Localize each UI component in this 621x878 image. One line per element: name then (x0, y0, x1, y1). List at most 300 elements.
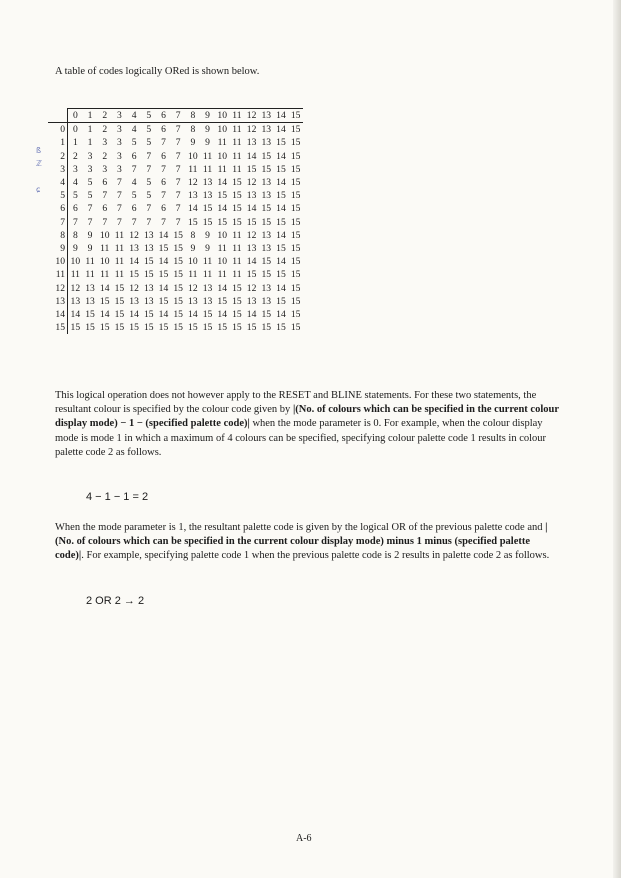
table-cell: 11 (232, 229, 242, 241)
table-cell: 11 (188, 269, 198, 281)
table-row (48, 123, 303, 137)
table-row (48, 308, 303, 321)
paragraph-text: When the mode parameter is 1, the resultant palette code is given by the logical OR of the previous palette code and (55, 522, 546, 533)
table-cell: 2 (72, 150, 78, 162)
table-cell: 15 (276, 243, 286, 255)
table-cell: 15 (217, 295, 228, 307)
table-cell: 15 (143, 309, 154, 321)
table-cell: 14 (158, 309, 169, 321)
row-header: 10 (48, 255, 68, 268)
table-cell: 5 (146, 177, 152, 189)
paragraph-text: This logical operation does not however apply to the RESET and BLINE statements. For these two statements, the resultant colour is specified by the colour code given by (55, 390, 537, 416)
paragraph-mode-1 (55, 521, 560, 564)
table-cell: 15 (143, 322, 154, 334)
table-cell: 15 (246, 163, 257, 175)
table-cell: 6 (161, 177, 166, 189)
table-cell: 7 (161, 163, 166, 175)
table-cell: 7 (175, 203, 181, 215)
table-cell: 9 (87, 243, 93, 255)
table-cell: 11 (232, 124, 242, 136)
table-cell: 2 (102, 124, 108, 136)
row-header: 1 (48, 136, 68, 149)
table-cell: 11 (217, 137, 227, 149)
table-cell: 15 (290, 256, 301, 268)
table-cell: 13 (143, 282, 154, 294)
table-cell: 15 (290, 177, 301, 189)
table-cell: 7 (87, 216, 93, 228)
table-cell: 13 (129, 295, 139, 307)
table-cell: 15 (290, 137, 301, 149)
table-row (48, 282, 303, 295)
table-cell: 11 (232, 150, 242, 162)
table-cell: 15 (114, 309, 125, 321)
column-header: 9 (200, 109, 215, 123)
table-cell: 15 (85, 309, 95, 321)
table-cell: 15 (173, 309, 183, 321)
table-cell: 15 (158, 295, 169, 307)
table-cell: 15 (85, 322, 95, 334)
row-header: 5 (48, 189, 68, 202)
handwritten-annotation: ℤ (36, 159, 42, 168)
table-cell: 14 (246, 256, 257, 268)
table-cell: 15 (129, 322, 139, 334)
table-cell: 7 (87, 203, 93, 215)
table-cell: 11 (202, 256, 213, 268)
table-cell: 10 (217, 229, 228, 241)
table-cell: 10 (217, 150, 228, 162)
table-cell: 3 (72, 163, 78, 175)
handwritten-annotation: ß (36, 146, 42, 155)
table-cell: 11 (114, 229, 125, 241)
table-cell: 15 (114, 282, 125, 294)
table-cell: 14 (246, 150, 257, 162)
table-cell: 4 (131, 124, 137, 136)
table-cell: 14 (188, 203, 198, 215)
table-cell: 11 (114, 269, 125, 281)
table-cell: 13 (202, 295, 213, 307)
intro-text: A table of codes logically ORed is shown below. (55, 66, 260, 77)
table-cell: 6 (161, 150, 166, 162)
table-cell: 7 (175, 124, 181, 136)
table-cell: 10 (217, 256, 228, 268)
table-cell: 7 (131, 216, 137, 228)
table-cell: 11 (232, 256, 242, 268)
table-cell: 15 (232, 322, 242, 334)
table-cell: 13 (85, 282, 95, 294)
table-cell: 11 (100, 269, 110, 281)
table-cell: 13 (261, 229, 272, 241)
handwritten-annotation: ɕ (36, 185, 41, 194)
table-cell: 14 (158, 256, 169, 268)
table-cell: 7 (175, 216, 181, 228)
column-header: 7 (171, 109, 186, 123)
table-cell: 15 (276, 216, 286, 228)
row-header: 0 (48, 123, 68, 137)
table-cell: 15 (261, 163, 272, 175)
table-cell: 15 (232, 190, 242, 202)
table-cell: 7 (175, 177, 181, 189)
table-cell: 14 (217, 203, 228, 215)
table-cell: 4 (72, 177, 78, 189)
table-cell: 15 (99, 322, 110, 334)
formula-mode-1: 2 OR 2 → 2 (86, 595, 145, 607)
table-cell: 12 (188, 282, 198, 294)
table-cell: 12 (246, 229, 257, 241)
table-cell: 14 (129, 309, 139, 321)
page-edge-shadow (613, 0, 621, 878)
table-cell: 15 (217, 216, 228, 228)
paragraph-emphasis: |(No. of colours which can be specified in the current colour display mode) minus 1 minus (specified palette code)| (55, 522, 548, 562)
table-cell: 6 (161, 203, 166, 215)
table-cell: 10 (70, 256, 81, 268)
table-cell: 6 (131, 203, 137, 215)
table-cell: 14 (217, 177, 228, 189)
page-number: A-6 (296, 833, 312, 844)
table-cell: 13 (261, 190, 272, 202)
table-cell: 6 (72, 203, 78, 215)
table-cell: 13 (261, 282, 272, 294)
table-cell: 15 (173, 295, 183, 307)
table-cell: 11 (188, 163, 198, 175)
table-cell: 15 (202, 216, 213, 228)
row-header: 15 (48, 321, 68, 334)
table-cell: 14 (246, 203, 257, 215)
table-cell: 7 (146, 203, 152, 215)
table-cell: 15 (290, 322, 301, 334)
table-cell: 7 (117, 216, 122, 228)
table-cell: 12 (70, 282, 81, 294)
table-cell: 14 (158, 282, 169, 294)
table-cell: 7 (175, 190, 181, 202)
table-cell: 13 (261, 124, 272, 136)
table-cell: 10 (99, 256, 110, 268)
row-header: 6 (48, 202, 68, 215)
table-cell: 9 (205, 229, 210, 241)
table-cell: 5 (146, 137, 152, 149)
paragraph-reset-bline (55, 389, 560, 460)
table-cell: 13 (261, 137, 272, 149)
or-code-table (48, 108, 303, 334)
table-cell: 15 (232, 216, 242, 228)
table-cell: 15 (232, 203, 242, 215)
table-cell: 8 (190, 124, 196, 136)
table-cell: 10 (188, 256, 198, 268)
table-cell: 7 (117, 203, 122, 215)
table-cell: 9 (205, 124, 210, 136)
table-cell: 13 (143, 243, 154, 255)
table-cell: 7 (175, 163, 181, 175)
table-cell: 6 (131, 150, 137, 162)
table-cell: 11 (232, 137, 242, 149)
table-cell: 15 (290, 295, 301, 307)
table-cell: 15 (202, 322, 213, 334)
table-row (48, 189, 303, 202)
table-cell: 15 (232, 309, 242, 321)
table-cell: 14 (70, 309, 81, 321)
table-row (48, 136, 303, 149)
table-cell: 13 (129, 243, 139, 255)
column-header: 14 (274, 109, 289, 123)
table-cell: 15 (114, 322, 125, 334)
table-cell: 12 (246, 282, 257, 294)
table-cell: 15 (158, 269, 169, 281)
table-cell: 15 (261, 216, 272, 228)
table-row (48, 202, 303, 215)
table-cell: 13 (246, 190, 257, 202)
table-cell: 15 (290, 124, 301, 136)
table-cell: 9 (190, 243, 196, 255)
table-cell: 15 (70, 322, 81, 334)
table-cell: 7 (175, 150, 181, 162)
table-cell: 3 (102, 163, 108, 175)
column-header: 3 (112, 109, 127, 123)
table-cell: 10 (188, 150, 198, 162)
table-cell: 7 (161, 216, 166, 228)
table-cell: 5 (131, 190, 137, 202)
table-cell: 13 (143, 229, 154, 241)
table-cell: 15 (276, 137, 286, 149)
table-cell: 13 (202, 190, 213, 202)
table-cell: 15 (290, 243, 301, 255)
table-cell: 3 (117, 137, 122, 149)
table-cell: 9 (87, 229, 93, 241)
table-cell: 7 (161, 137, 166, 149)
table-cell: 15 (158, 243, 169, 255)
table-cell: 15 (158, 322, 169, 334)
table-cell: 15 (276, 190, 286, 202)
table-cell: 15 (290, 150, 301, 162)
table-cell: 7 (146, 163, 152, 175)
table-cell: 5 (146, 124, 152, 136)
table-cell: 14 (99, 282, 110, 294)
table-cell: 4 (131, 177, 137, 189)
column-header: 13 (259, 109, 274, 123)
table-cell: 3 (102, 137, 108, 149)
paragraph-text: when the mode parameter is 0. For example, when the colour display mode is mode 1 in which a maximum of 4 colours can be specified, specifying colour palette code 1 results in colour palette code 2 as follows. (55, 418, 547, 458)
table-cell: 9 (72, 243, 78, 255)
table-cell: 11 (100, 243, 110, 255)
table-row (48, 176, 303, 189)
table-cell: 15 (202, 309, 213, 321)
table-cell: 15 (276, 295, 286, 307)
table-cell: 15 (261, 256, 272, 268)
table-cell: 3 (117, 163, 122, 175)
table-cell: 11 (217, 163, 227, 175)
table-cell: 15 (276, 322, 286, 334)
row-header: 14 (48, 308, 68, 321)
table-cell: 13 (143, 295, 154, 307)
table-cell: 15 (217, 190, 228, 202)
table-cell: 0 (72, 124, 78, 136)
table-row (48, 163, 303, 176)
table-cell: 14 (276, 309, 286, 321)
table-cell: 14 (276, 229, 286, 241)
table-cell: 15 (99, 295, 110, 307)
table-cell: 11 (70, 269, 80, 281)
row-header: 7 (48, 216, 68, 229)
table-cell: 11 (85, 256, 95, 268)
table-row (48, 255, 303, 268)
row-header: 11 (48, 268, 68, 281)
table-cell: 13 (261, 177, 272, 189)
row-header: 12 (48, 282, 68, 295)
table-cell: 15 (276, 163, 286, 175)
table-cell: 14 (276, 177, 286, 189)
table-cell: 11 (202, 163, 213, 175)
table-cell: 14 (129, 256, 139, 268)
table-cell: 8 (190, 229, 196, 241)
table-cell: 10 (217, 124, 228, 136)
column-header: 0 (68, 109, 83, 123)
table-cell: 5 (87, 177, 93, 189)
table-cell: 2 (102, 150, 108, 162)
table-cell: 7 (131, 163, 137, 175)
table-row (48, 321, 303, 334)
table-cell: 11 (232, 243, 242, 255)
table-cell: 11 (217, 269, 227, 281)
column-header: 5 (141, 109, 156, 123)
table-cell: 15 (290, 190, 301, 202)
column-header: 15 (288, 109, 303, 123)
table-cell: 12 (129, 229, 139, 241)
paragraph-text: . For example, specifying palette code 1 when the previous palette code is 2 results in palette code 2 as follows. (81, 550, 550, 562)
column-header: 1 (83, 109, 98, 123)
column-header: 12 (244, 109, 259, 123)
table-cell: 13 (261, 295, 272, 307)
table-cell: 14 (188, 309, 198, 321)
table-cell: 15 (129, 269, 139, 281)
table-cell: 15 (246, 322, 257, 334)
table-cell: 14 (276, 124, 286, 136)
table-cell: 9 (205, 137, 210, 149)
table-cell: 7 (102, 216, 108, 228)
table-cell: 13 (188, 295, 198, 307)
table-cell: 15 (143, 256, 154, 268)
table-row (48, 242, 303, 255)
table-cell: 3 (117, 150, 122, 162)
row-header: 3 (48, 163, 68, 176)
column-header: 4 (127, 109, 142, 123)
table-cell: 11 (217, 243, 227, 255)
table-cell: 15 (290, 216, 301, 228)
table-cell: 15 (114, 295, 125, 307)
table-cell: 7 (161, 190, 166, 202)
table-row (48, 229, 303, 242)
table-cell: 15 (217, 322, 228, 334)
table-cell: 15 (290, 203, 301, 215)
table-cell: 14 (276, 256, 286, 268)
table-cell: 15 (173, 269, 183, 281)
table-cell: 15 (173, 243, 183, 255)
table-cell: 7 (146, 216, 152, 228)
table-cell: 11 (232, 269, 242, 281)
column-header: 2 (97, 109, 112, 123)
table-header-row (48, 109, 303, 123)
table-cell: 10 (99, 229, 110, 241)
table-cell: 11 (114, 243, 125, 255)
table-cell: 13 (261, 243, 272, 255)
table-cell: 13 (202, 282, 213, 294)
table-cell: 13 (246, 243, 257, 255)
table-cell: 13 (85, 295, 95, 307)
table-cell: 13 (202, 177, 213, 189)
table-cell: 12 (246, 124, 257, 136)
table-row (48, 268, 303, 281)
table-cell: 9 (190, 137, 196, 149)
table-row (48, 150, 303, 163)
table-cell: 15 (143, 269, 154, 281)
table-cell: 11 (202, 269, 213, 281)
table-cell: 15 (173, 229, 183, 241)
table-cell: 14 (276, 282, 286, 294)
table-cell: 15 (202, 203, 213, 215)
table-cell: 5 (146, 190, 152, 202)
table-cell: 14 (246, 309, 257, 321)
table-cell: 15 (173, 282, 183, 294)
table-cell: 5 (131, 137, 137, 149)
table-cell: 3 (87, 150, 93, 162)
table-cell: 7 (117, 190, 122, 202)
row-header: 8 (48, 229, 68, 242)
table-cell: 3 (117, 124, 122, 136)
table-cell: 15 (290, 163, 301, 175)
table-cell: 13 (246, 137, 257, 149)
table-cell: 14 (217, 282, 228, 294)
table-cell: 14 (158, 229, 169, 241)
table-cell: 5 (87, 190, 93, 202)
table-cell: 15 (188, 322, 198, 334)
table-cell: 15 (261, 309, 272, 321)
table-cell: 14 (99, 309, 110, 321)
table-row (48, 216, 303, 229)
table-cell: 3 (87, 163, 93, 175)
table-cell: 15 (246, 216, 257, 228)
table-cell: 13 (70, 295, 81, 307)
table-cell: 14 (276, 150, 286, 162)
table-cell: 6 (161, 124, 166, 136)
table-cell: 15 (173, 256, 183, 268)
table-cell: 6 (102, 203, 108, 215)
table-cell: 12 (246, 177, 257, 189)
table-cell: 15 (290, 282, 301, 294)
table-cell: 15 (173, 322, 183, 334)
table-cell: 15 (188, 216, 198, 228)
table-cell: 12 (188, 177, 198, 189)
table-cell: 15 (290, 269, 301, 281)
table-cell: 11 (85, 269, 95, 281)
table-cell: 15 (290, 309, 301, 321)
table-cell: 7 (117, 177, 122, 189)
table-cell: 11 (202, 150, 213, 162)
table-corner-cell (48, 109, 68, 123)
column-header: 8 (186, 109, 201, 123)
table-cell: 11 (232, 163, 242, 175)
table-cell: 15 (261, 322, 272, 334)
table-cell: 1 (72, 137, 78, 149)
table-cell: 11 (114, 256, 125, 268)
table-cell: 15 (261, 150, 272, 162)
column-header: 10 (215, 109, 230, 123)
table-cell: 7 (72, 216, 78, 228)
table-cell: 15 (232, 295, 242, 307)
row-header: 2 (48, 150, 68, 163)
row-header: 4 (48, 176, 68, 189)
table-cell: 8 (72, 229, 78, 241)
table-cell: 7 (146, 150, 152, 162)
paragraph-emphasis: |(No. of colours which can be specified in the current colour display mode) − 1 − (specified palette code)| (55, 404, 559, 430)
table-cell: 13 (188, 190, 198, 202)
table-row (48, 295, 303, 308)
